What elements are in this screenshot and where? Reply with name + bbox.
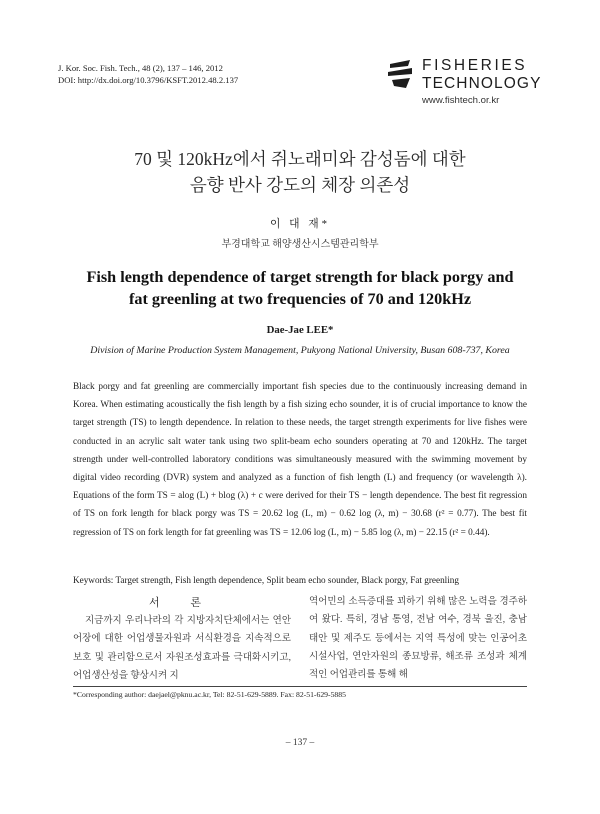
section-heading-introduction: 서 론 <box>148 597 215 609</box>
english-title-line2: fat greenling at two frequencies of 70 and 120kHz <box>128 290 472 308</box>
korean-title <box>0 146 600 198</box>
intro-right-column: 역어민의 소득증대를 꾀하기 위해 많은 노력을 경주하여 왔다. 특히, 경남 통영, 전남 여수, 경북 울진, 충남 태안 및 제주도 등에서는 지역 특성에 맞는 인공어초 시설사업, 연안자원의 종묘방류, 해조류 조성과 체계적인 어업관리를 통해 해 <box>309 597 527 681</box>
journal-logo <box>386 55 546 105</box>
korean-affiliation: 부경대학교 해양생산시스템관리학부 <box>221 239 379 250</box>
footnote: *Corresponding author: daejael@pknu.ac.kr, Tel: 82-51-629-5889. Fax: 82-51-629-5885 <box>73 690 346 699</box>
journal-doi: DOI: http://dx.doi.org/10.3796/KSFT.2012.48.2.137 <box>58 75 239 85</box>
journal-header <box>58 62 238 86</box>
logo-line1: FISHERIES <box>422 57 528 74</box>
intro-left-column: 지금까지 우리나라의 각 지방자치단체에서는 연안어장에 대한 어업생물자원과 서식환경을 지속적으로 보호 및 관리함으로서 자원조성효과를 극대화시키고, 어업생산성을 향상시켜 지 <box>73 616 291 681</box>
logo-line2: TECHNOLOGY <box>422 75 542 92</box>
keywords: Keywords: Target strength, Fish length dependence, Split beam echo sounder, Black porgy, Fat greenling <box>73 575 459 585</box>
korean-title-line1: 70 및 120kHz에서 쥐노래미와 감성돔에 대한 <box>134 149 466 169</box>
abstract: Black porgy and fat greenling are commercially important fish species due to the continuously increasing demand in Korea. When estimating acoustically the fish length by a fish sizing echo sounder, it is of crucial importance to know the target strength (TS) to length dependence. In relation to these needs, the target strength experiments for live fishes were conducted in an acrylic salt water tank using two split-beam echo sounders operating at 70 and 120kHz. The target strength under well-controlled laboratory conditions was simultaneously measured with the swimming movement by digital video recording (DVR) system and analyzed as a function of fish length (L) and frequency (or wavelength λ). Equations of the form TS = alog (L) + blog (λ) + c were derived for their TS − length dependence. The best fit regression of TS on fork length for black porgy was TS = 20.62 log (L, m) − 0.62 log (λ, m) − 30.68 (r² = 0.77). The best fit regression of TS on fork length for fat greenling was TS = 12.06 log (L, m) − 5.85 log (λ, m) − 22.15 (r² = 0.44). <box>73 382 527 538</box>
logo-url: www.fishtech.or.kr <box>422 95 500 106</box>
footnote-rule <box>73 686 527 687</box>
english-title-line1: Fish length dependence of target strength for black porgy and <box>86 268 514 286</box>
english-affiliation: Division of Marine Production System Management, Pukyong National University, Busan 608-737, Korea <box>90 345 510 356</box>
fish-logo-icon <box>386 58 414 90</box>
korean-author: 이 대 재* <box>269 218 331 230</box>
english-title <box>40 266 560 310</box>
page-number: – 137 – <box>285 738 315 748</box>
english-author: Dae-Jae LEE* <box>266 324 334 336</box>
korean-title-line2: 음향 반사 강도의 체장 의존성 <box>189 175 411 195</box>
journal-citation: J. Kor. Soc. Fish. Tech., 48 (2), 137 – 146, 2012 <box>58 63 223 73</box>
